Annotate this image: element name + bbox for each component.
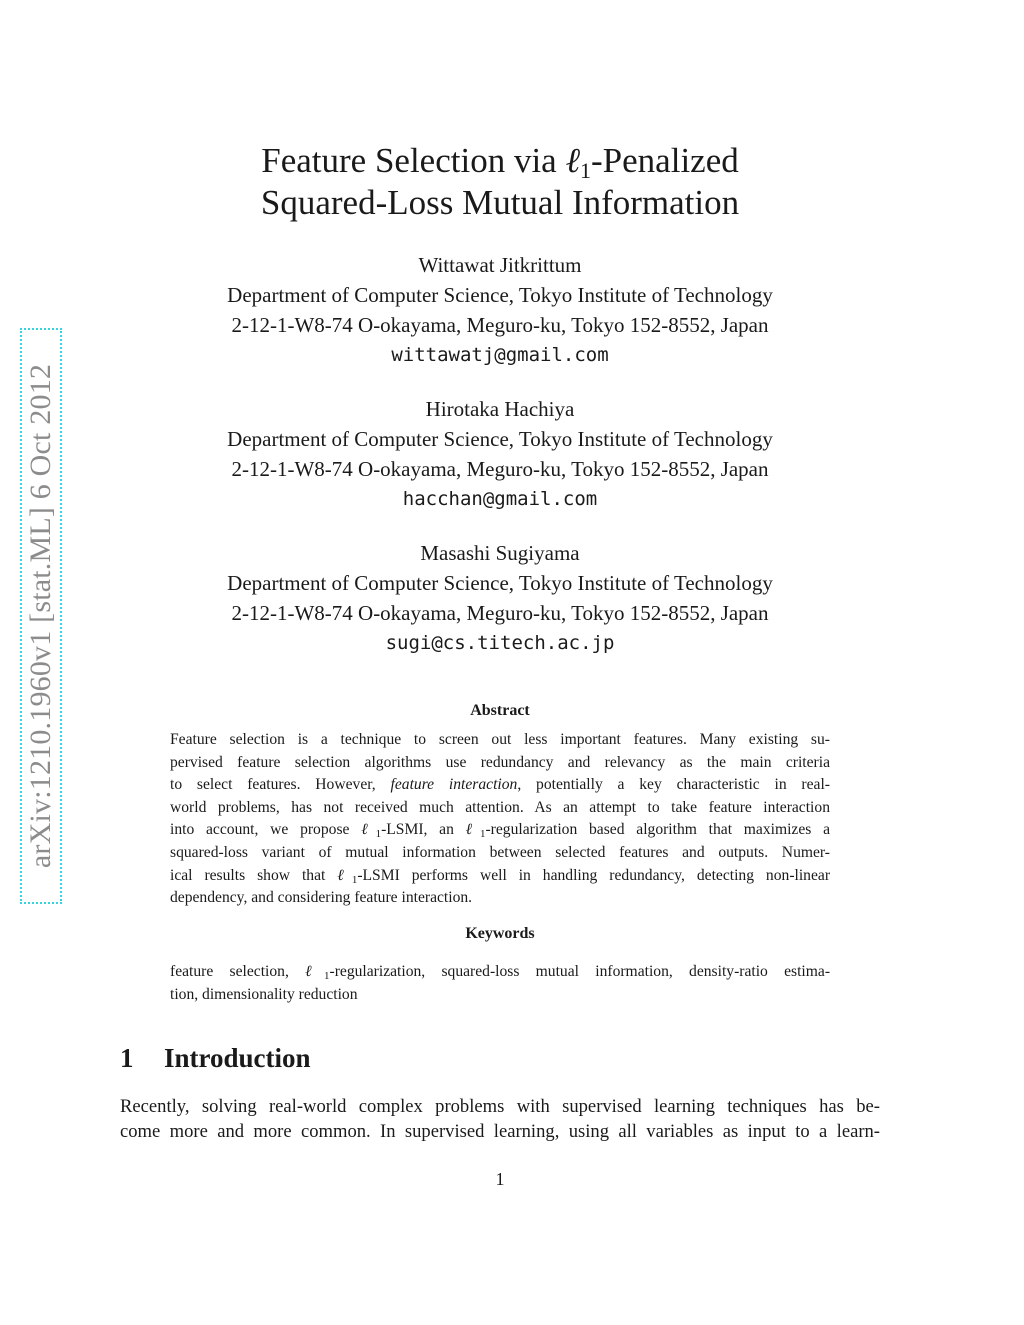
author-department: Department of Computer Science, Tokyo Institute of Technology: [227, 427, 773, 451]
title-line-2: Squared-Loss Mutual Information: [260, 183, 740, 222]
emphasis-text: feature interaction: [390, 776, 518, 794]
section-number: 1: [120, 1043, 134, 1073]
abstract-heading: Abstract: [470, 702, 530, 719]
ell-symbol: ℓ: [337, 866, 352, 884]
keywords-line: feature selection, ℓ1-regularization, squared-loss mutual information, density-ratio estima-: [170, 963, 831, 982]
page-number: 1: [495, 1169, 505, 1189]
paper-title: [0, 140, 1000, 224]
ell-subscript: 1: [479, 828, 486, 841]
abstract-line: world problems, has not received much attention. As an attempt to take feature interaction: [170, 798, 830, 816]
ell-symbol: ℓ: [361, 821, 376, 839]
abstract-line: pervised feature selection algorithms use redundancy and relevancy as the main criteria: [170, 753, 830, 771]
body-line: come more and more common. In supervised learning, using all variables as input to a learn-: [120, 1121, 880, 1142]
keywords-body: [170, 961, 830, 1006]
keywords-heading: Keywords: [465, 925, 535, 942]
body-line: Recently, solving real-world complex problems with supervised learning techniques has be-: [120, 1096, 880, 1117]
ell-subscript: 1: [375, 828, 382, 841]
keywords-line: tion, dimensionality reduction: [170, 985, 358, 1003]
author-address: 2-12-1-W8-74 O-okayama, Meguro-ku, Tokyo 152-8552, Japan: [231, 601, 769, 625]
author-name: Masashi Sugiyama: [420, 541, 580, 565]
author-block: [0, 394, 1000, 514]
section-heading-introduction: [120, 1040, 311, 1076]
section-title: Introduction: [164, 1043, 311, 1073]
ell-symbol: ℓ: [305, 963, 325, 980]
author-address: 2-12-1-W8-74 O-okayama, Meguro-ku, Tokyo 152-8552, Japan: [231, 457, 769, 481]
author-address: 2-12-1-W8-74 O-okayama, Meguro-ku, Tokyo 152-8552, Japan: [231, 313, 769, 337]
abstract-line: to select features. However, feature interaction, potentially a key characteristic in real-: [170, 776, 830, 794]
author-block: [0, 250, 1000, 370]
author-name: Wittawat Jitkrittum: [418, 253, 582, 277]
abstract-body: [170, 729, 830, 910]
title-suffix: -Penalized: [591, 141, 739, 180]
ell-symbol: ℓ: [465, 821, 480, 839]
ell-subscript: 1: [351, 873, 358, 886]
author-email[interactable]: hacchan@gmail.com: [402, 488, 598, 510]
abstract-line: into account, we propose ℓ1-LSMI, an ℓ1-regularization based algorithm that maximizes a: [170, 821, 830, 841]
abstract-line: squared-loss variant of mutual information between selected features and outputs. Numer-: [170, 843, 830, 861]
author-email[interactable]: sugi@cs.titech.ac.jp: [385, 632, 615, 654]
abstract-line: Feature selection is a technique to screen out less important features. Many existing su-: [170, 731, 830, 748]
arxiv-identifier[interactable]: arXiv:1210.1960v1 [stat.ML] 6 Oct 2012: [24, 363, 58, 869]
ell-subscript: 1: [580, 158, 592, 183]
title-line-1: [0, 140, 1000, 182]
ell-symbol: ℓ: [565, 141, 581, 180]
introduction-body: [120, 1094, 880, 1144]
author-department: Department of Computer Science, Tokyo Institute of Technology: [227, 571, 773, 595]
author-name: Hirotaka Hachiya: [425, 397, 575, 421]
author-department: Department of Computer Science, Tokyo Institute of Technology: [227, 283, 773, 307]
ell-subscript: 1: [324, 970, 330, 982]
author-email[interactable]: wittawatj@gmail.com: [391, 344, 609, 366]
author-block: [0, 538, 1000, 658]
title-prefix: Feature Selection via: [261, 141, 566, 180]
abstract-line: dependency, and considering feature interaction.: [170, 889, 473, 907]
abstract-line: ical results show that ℓ1-LSMI performs well in handling redundancy, detecting non-linear: [170, 866, 831, 886]
